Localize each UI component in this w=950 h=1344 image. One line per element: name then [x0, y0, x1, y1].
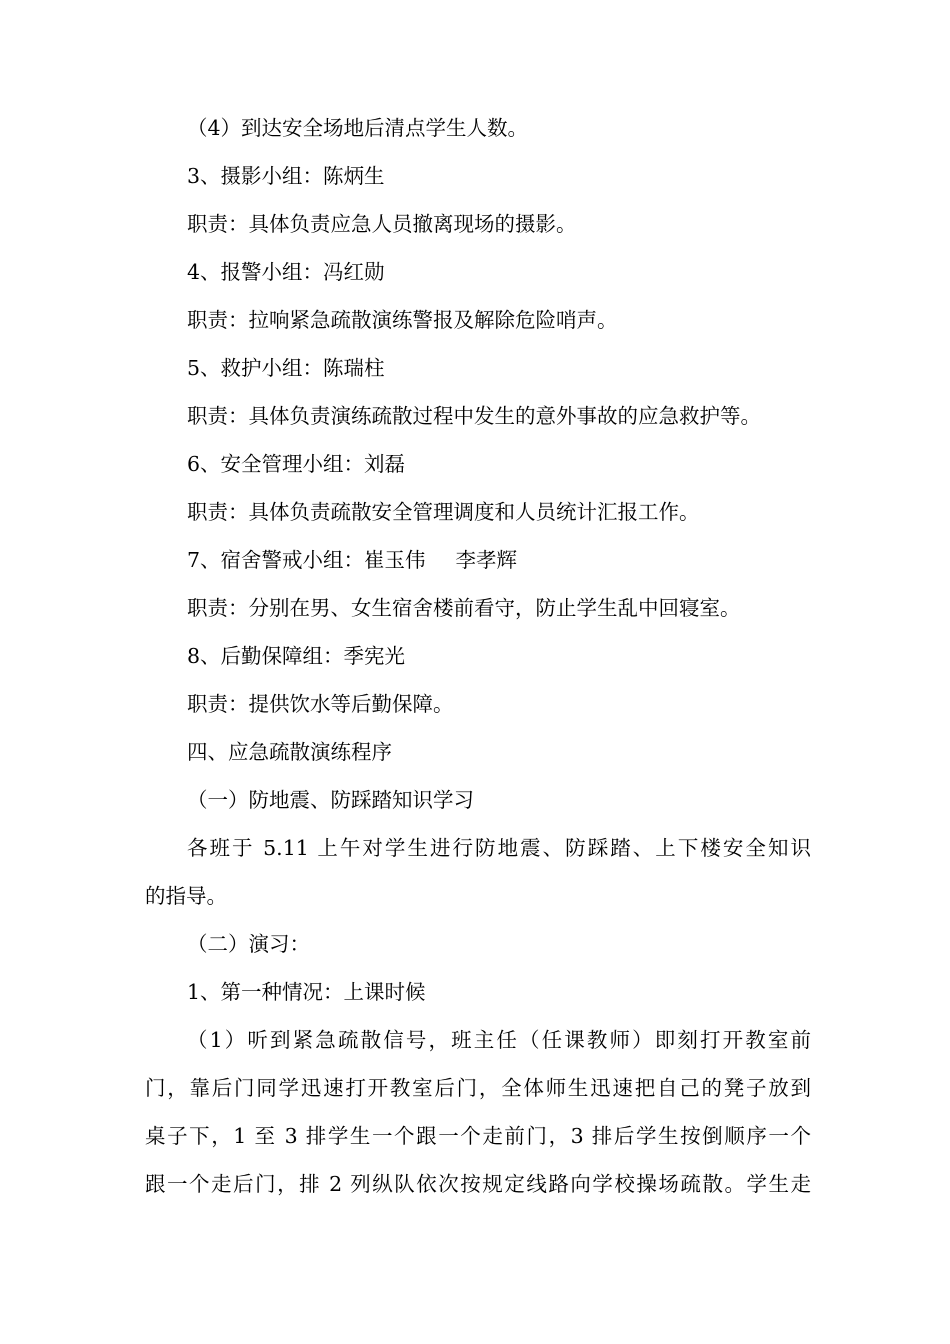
duty-line: 职责：具体负责应急人员撤离现场的摄影。 — [187, 212, 577, 236]
duty-line: 职责：具体负责演练疏散过程中发生的意外事故的应急救护等。 — [187, 404, 761, 428]
subsection-heading: （一）防地震、防踩踏知识学习 — [187, 788, 474, 812]
section-heading: 8、后勤保障组：季宪光 — [187, 644, 406, 668]
section-heading: 5、救护小组：陈瑞柱 — [187, 356, 385, 380]
section-heading-text: 7、宿舍警戒小组：崔玉伟 — [187, 548, 426, 572]
section-heading: 3、摄影小组：陈炳生 — [187, 164, 385, 188]
paragraph-line: （4）到达安全场地后清点学生人数。 — [187, 116, 529, 140]
duty-line: 职责：拉响紧急疏散演练警报及解除危险哨声。 — [187, 308, 618, 332]
duty-line: 职责：提供饮水等后勤保障。 — [187, 692, 454, 716]
duty-line: 职责：分别在男、女生宿舍楼前看守，防止学生乱中回寝室。 — [187, 596, 741, 620]
paragraph-line: （1）听到紧急疏散信号，班主任（任课教师）即刻打开教室前 — [187, 1028, 811, 1052]
section-heading: 6、安全管理小组：刘磊 — [187, 452, 406, 476]
duty-line: 职责：具体负责疏散安全管理调度和人员统计汇报工作。 — [187, 500, 700, 524]
document-body — [145, 104, 811, 1208]
paragraph-line: 桌子下，1 至 3 排学生一个跟一个走前门，3 排后学生按倒顺序一个 — [145, 1124, 811, 1148]
chapter-heading: 四、应急疏散演练程序 — [187, 740, 392, 764]
second-member-name: 李孝辉 — [455, 548, 518, 572]
section-heading: 4、报警小组：冯红勋 — [187, 260, 385, 284]
subsection-heading: （二）演习： — [187, 932, 310, 956]
paragraph-line: 门，靠后门同学迅速打开教室后门，全体师生迅速把自己的凳子放到 — [145, 1076, 811, 1100]
section-heading — [145, 536, 811, 584]
paragraph-line: 各班于 5.11 上午对学生进行防地震、防踩踏、上下楼安全知识 — [187, 836, 811, 860]
paragraph-line: 跟一个走后门，排 2 列纵队依次按规定线路向学校操场疏散。学生走 — [145, 1172, 811, 1196]
paragraph-line: 的指导。 — [145, 884, 227, 908]
section-heading: 1、第一种情况：上课时候 — [187, 980, 426, 1004]
